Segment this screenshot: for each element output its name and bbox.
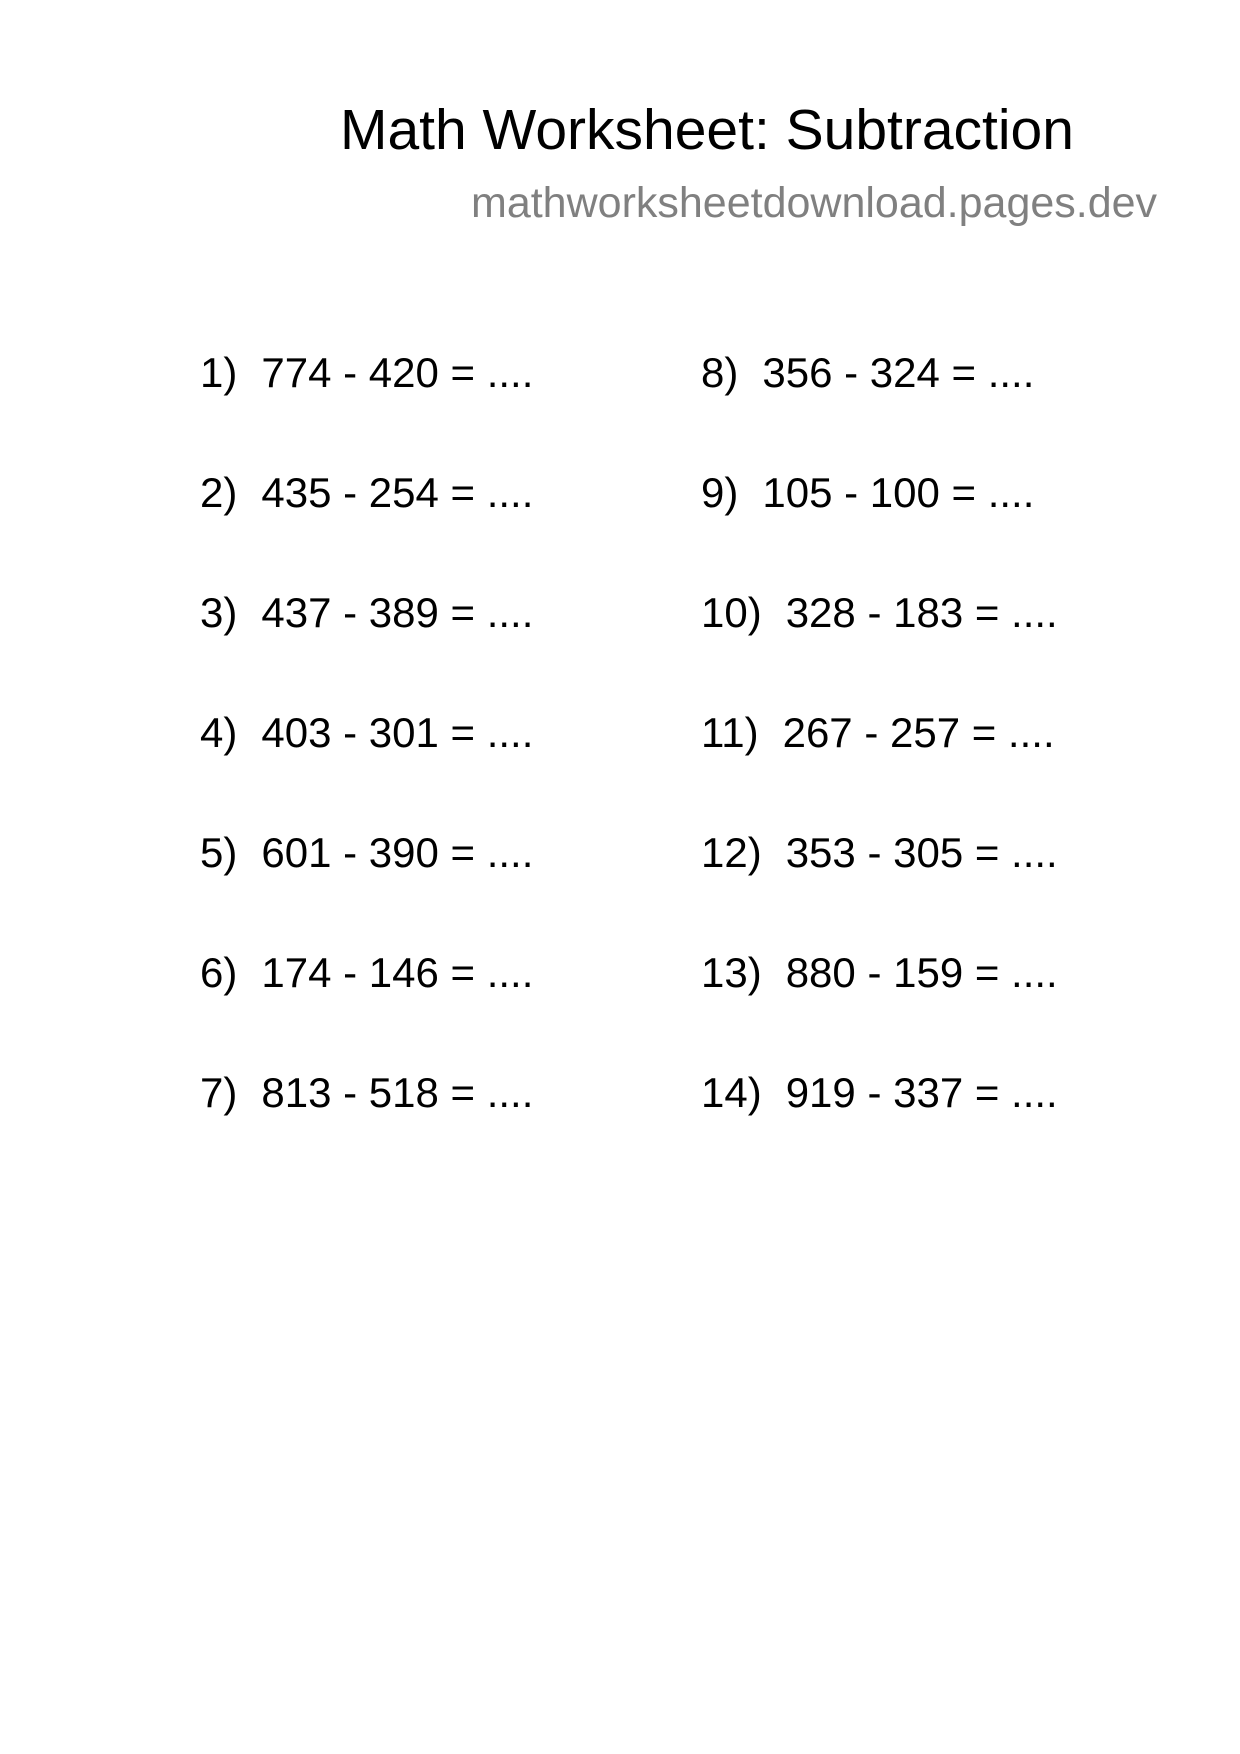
problem-number: 1) xyxy=(200,349,238,396)
problem-number: 11) xyxy=(701,709,759,756)
problem-item xyxy=(701,828,1058,948)
problem-number: 9) xyxy=(701,469,739,516)
source-url: mathworksheetdownload.pages.dev xyxy=(471,179,1158,227)
problem-expression: 880 - 159 = .... xyxy=(785,949,1058,996)
problem-column-right xyxy=(701,348,1058,1188)
problem-item xyxy=(200,588,533,708)
problem-expression: 356 - 324 = .... xyxy=(762,349,1035,396)
problem-item xyxy=(701,1068,1058,1188)
problem-expression: 403 - 301 = .... xyxy=(261,709,534,756)
problem-expression: 919 - 337 = .... xyxy=(785,1069,1058,1116)
problem-number: 14) xyxy=(701,1069,762,1116)
problem-item xyxy=(701,588,1058,708)
problem-item xyxy=(701,468,1058,588)
problem-number: 10) xyxy=(701,589,762,636)
problem-number: 2) xyxy=(200,469,238,516)
problem-item xyxy=(200,828,533,948)
problem-number: 7) xyxy=(200,1069,238,1116)
problem-item xyxy=(200,708,533,828)
problem-item xyxy=(701,948,1058,1068)
page-title: Math Worksheet: Subtraction xyxy=(340,98,1074,162)
problem-expression: 105 - 100 = .... xyxy=(762,469,1035,516)
problem-item xyxy=(200,468,533,588)
problem-item xyxy=(701,708,1058,828)
problem-expression: 813 - 518 = .... xyxy=(261,1069,534,1116)
problem-number: 3) xyxy=(200,589,238,636)
problem-expression: 437 - 389 = .... xyxy=(261,589,534,636)
problem-expression: 435 - 254 = .... xyxy=(261,469,534,516)
problem-item xyxy=(200,1068,533,1188)
problem-expression: 601 - 390 = .... xyxy=(261,829,534,876)
problem-expression: 774 - 420 = .... xyxy=(261,349,534,396)
problem-item xyxy=(200,348,533,468)
problem-number: 8) xyxy=(701,349,739,396)
problem-expression: 267 - 257 = .... xyxy=(782,709,1055,756)
problem-item xyxy=(200,948,533,1068)
problem-column-left xyxy=(200,348,533,1188)
problem-number: 6) xyxy=(200,949,238,996)
problem-number: 12) xyxy=(701,829,762,876)
problem-expression: 174 - 146 = .... xyxy=(261,949,534,996)
problem-number: 4) xyxy=(200,709,238,756)
problem-expression: 328 - 183 = .... xyxy=(785,589,1058,636)
problem-expression: 353 - 305 = .... xyxy=(785,829,1058,876)
problem-item xyxy=(701,348,1058,468)
problem-number: 5) xyxy=(200,829,238,876)
problem-number: 13) xyxy=(701,949,762,996)
